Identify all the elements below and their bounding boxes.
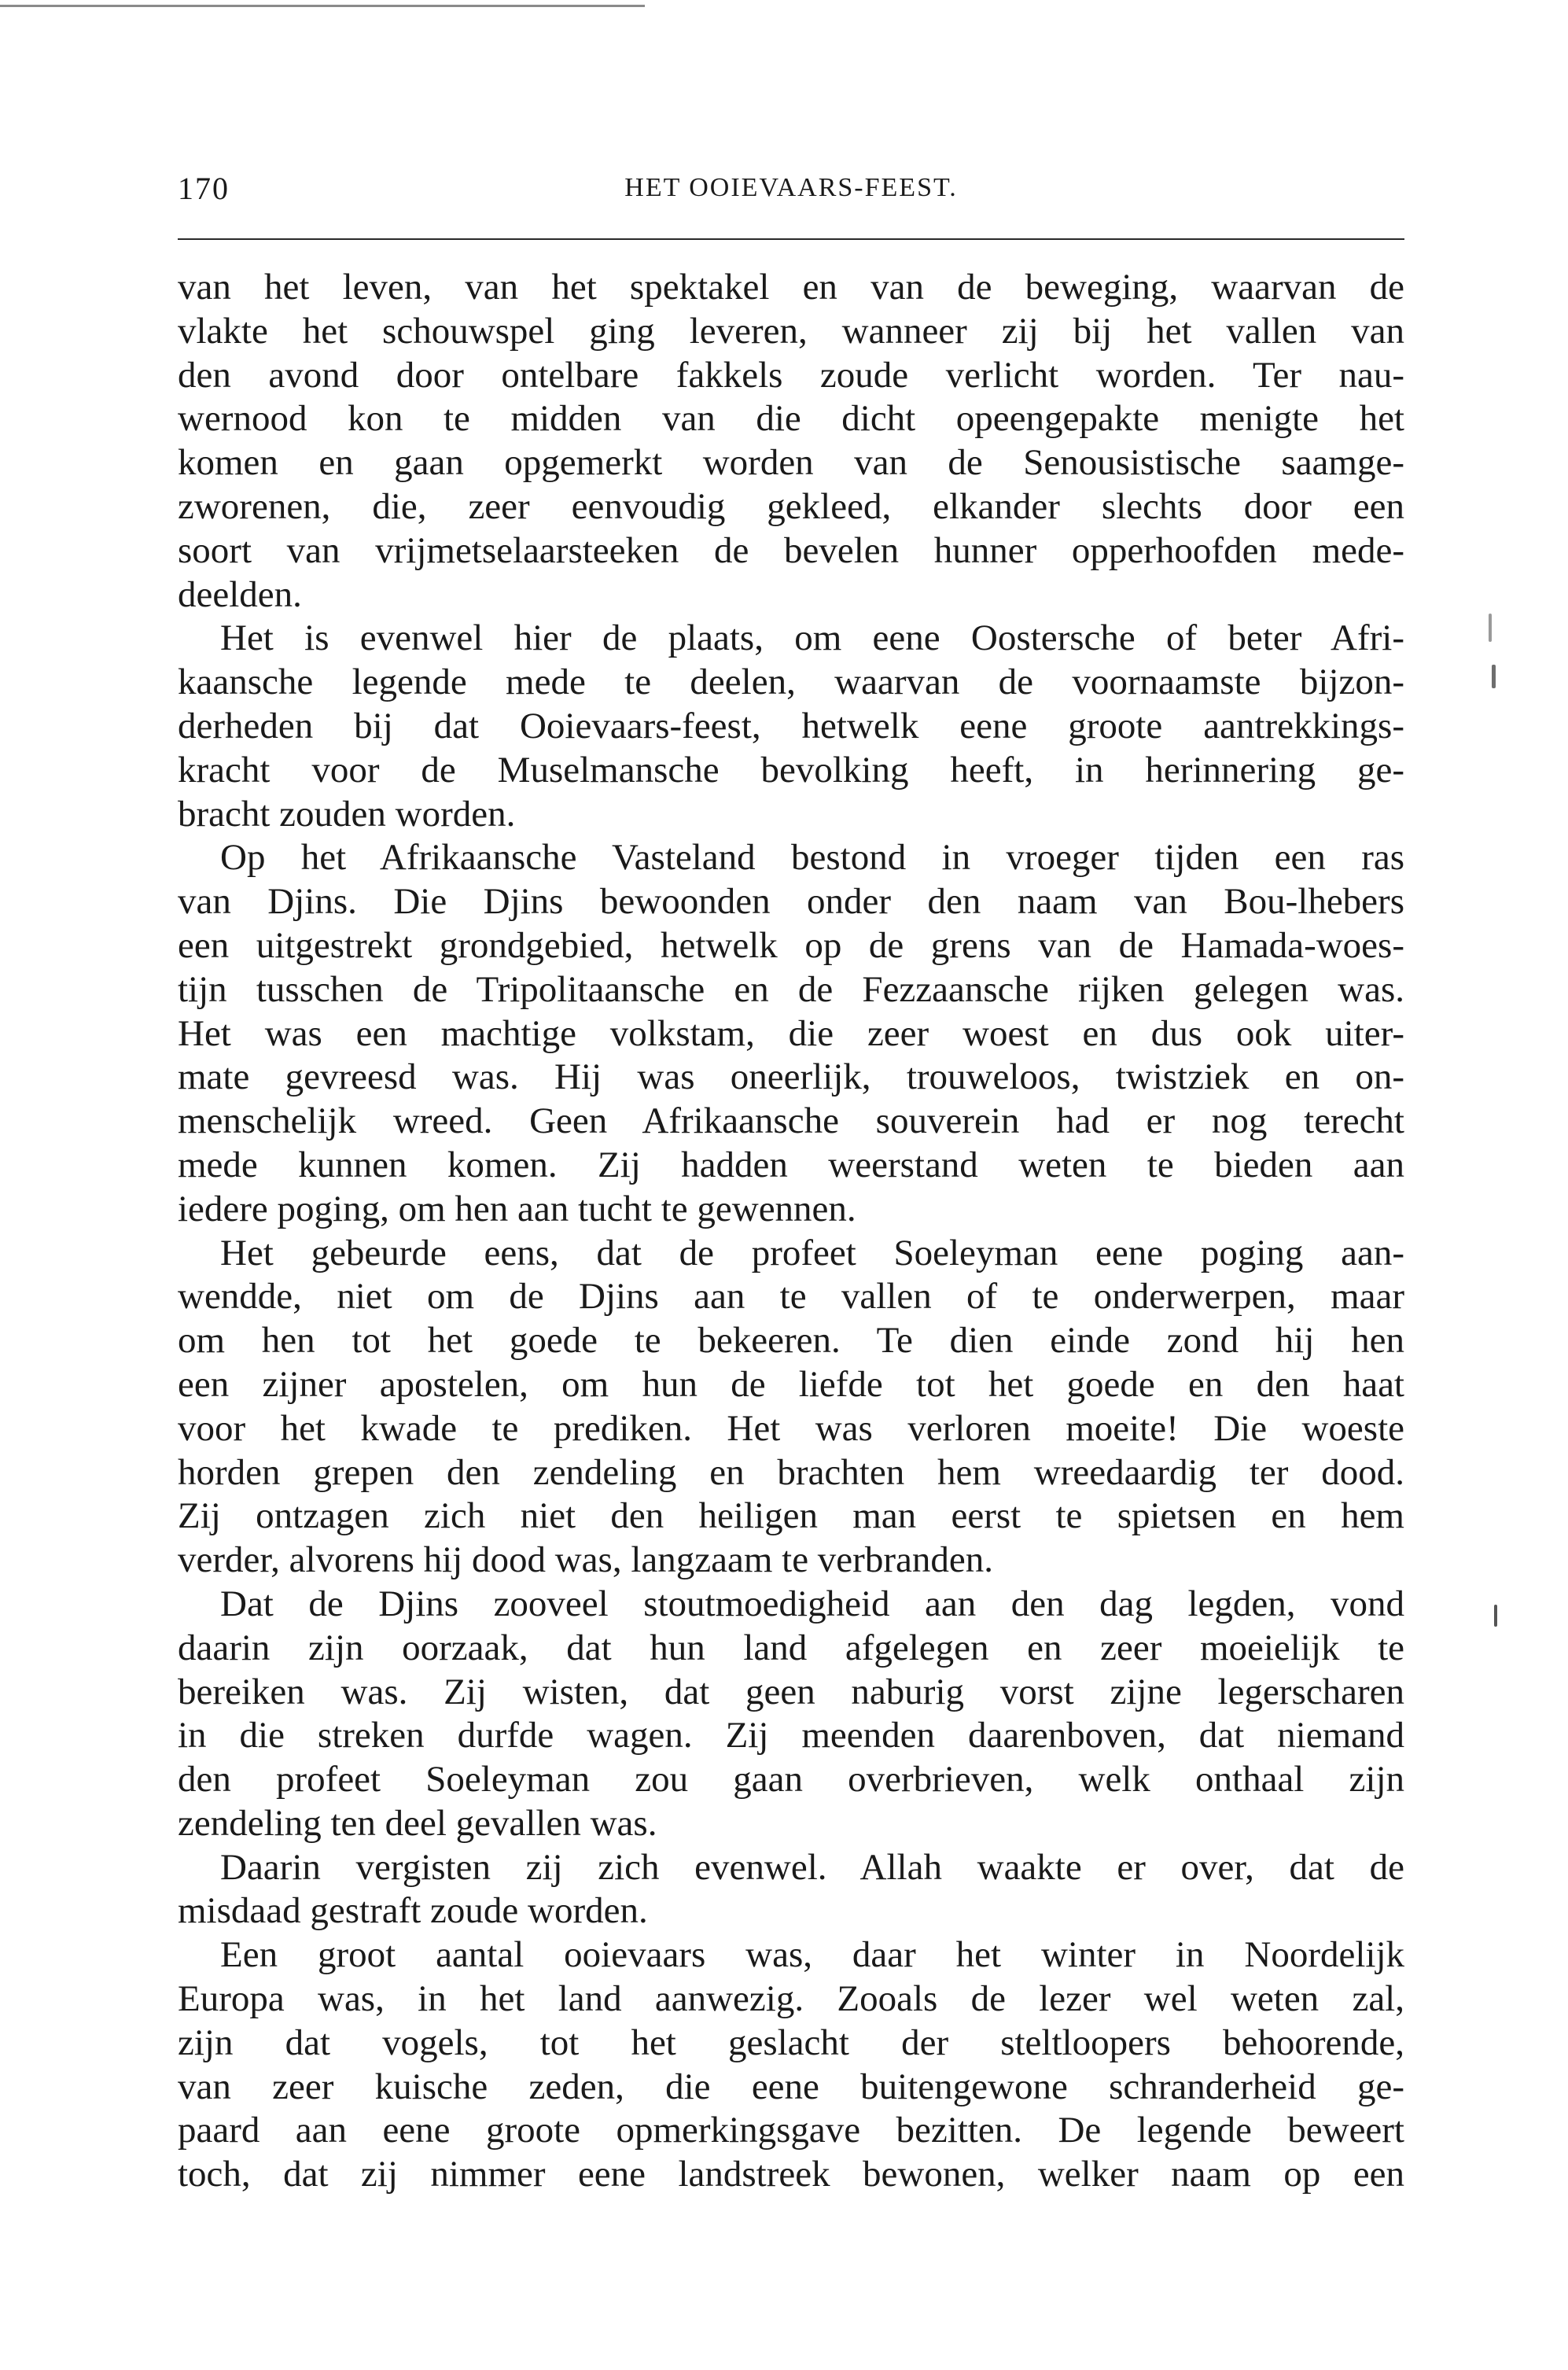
text-line: iedere poging, om hen aan tucht te gewennen. (178, 1188, 856, 1229)
text-line: deelden. (178, 573, 302, 615)
text-line: soort van vrijmetselaarsteeken de bevelen hunner opperhoofden mede- (178, 529, 1404, 571)
text-line: van zeer kuische zeden, die eene buitengewone schranderheid ge- (178, 2066, 1404, 2107)
text-line: van Djins. Die Djins bewoonden onder den naam van Bou-lhebers (178, 881, 1404, 923)
text-line: misdaad gestraft zoude worden. (178, 1890, 648, 1932)
text-line: mate gevreesd was. Hij was oneerlijk, trouweloos, twistziek en on- (178, 1056, 1404, 1098)
text-line: in die streken durfde wagen. Zij meenden daarenboven, dat niemand (178, 1715, 1404, 1756)
scan-speck (1494, 1605, 1497, 1627)
text-line: vlakte het schouwspel ging leveren, wanneer zij bij het vallen van (178, 310, 1404, 352)
text-line: zendeling ten deel gevallen was. (178, 1802, 657, 1844)
text-line: Het is evenwel hier de plaats, om eene Oostersche of beter Afri- (220, 617, 1404, 659)
text-line: Een groot aantal ooievaars was, daar het winter in Noordelijk (220, 1934, 1404, 1976)
page-number: 170 (178, 171, 230, 206)
text-line: menschelijk wreed. Geen Afrikaansche souverein had er nog terecht (178, 1100, 1404, 1142)
text-line: toch, dat zij nimmer eene landstreek bewonen, welker naam op een (178, 2154, 1404, 2195)
text-line: bracht zouden worden. (178, 793, 516, 835)
text-line: kracht voor de Muselmansche bevolking heeft, in herinnering ge- (178, 749, 1404, 791)
text-line: verder, alvorens hij dood was, langzaam te verbranden. (178, 1539, 993, 1581)
text-line: Dat de Djins zooveel stoutmoedigheid aan den dag legden, vond (220, 1583, 1404, 1624)
header-rule (178, 238, 1404, 240)
text-line: Het gebeurde eens, dat de profeet Soeleyman eene poging aan- (220, 1232, 1404, 1273)
running-title: HET OOIEVAARS-FEEST. (624, 173, 958, 202)
text-line: Het was een machtige volkstam, die zeer woest en dus ook uiter- (178, 1012, 1404, 1054)
text-line: Europa was, in het land aanwezig. Zooals de lezer wel weten zal, (178, 1978, 1404, 2020)
text-line: den avond door ontelbare fakkels zoude verlicht worden. Ter nau- (178, 354, 1404, 396)
text-line: paard aan eene groote opmerkingsgave bezitten. De legende beweert (178, 2110, 1404, 2151)
scan-speck (1492, 665, 1496, 688)
running-head (178, 165, 1404, 212)
top-edge-rule (0, 5, 645, 7)
text-line: Daarin vergisten zij zich evenwel. Allah waakte er over, dat de (220, 1846, 1404, 1888)
text-line: derheden bij dat Ooievaars-feest, hetwelk eene groote aantrekkings- (178, 705, 1404, 746)
text-line: kaansche legende mede te deelen, waarvan de voornaamste bijzon- (178, 662, 1404, 703)
text-line: mede kunnen komen. Zij hadden weerstand weten te bieden aan (178, 1144, 1404, 1185)
text-line: tijn tusschen de Tripolitaansche en de Fezzaansche rijken gelegen was. (178, 968, 1404, 1010)
text-line: van het leven, van het spektakel en van de beweging, waarvan de (178, 267, 1404, 308)
text-line: bereiken was. Zij wisten, dat geen naburig vorst zijne legerscharen (178, 1671, 1404, 1712)
text-line: zworenen, die, zeer eenvoudig gekleed, elkander slechts door een (178, 485, 1404, 527)
text-line: zijn dat vogels, tot het geslacht der steltloopers behoorende, (178, 2022, 1404, 2063)
body-text (178, 266, 1404, 2197)
text-line: om hen tot het goede te bekeeren. Te dien einde zond hij hen (178, 1320, 1404, 1362)
text-line: wernood kon te midden van die dicht opeengepakte menigte het (178, 398, 1404, 440)
text-line: wendde, niet om de Djins aan te vallen of te onderwerpen, maar (178, 1276, 1404, 1318)
scan-speck (1489, 614, 1492, 642)
text-line: een uitgestrekt grondgebied, hetwelk op de grens van de Hamada-woes- (178, 924, 1404, 966)
text-line: Zij ontzagen zich niet den heiligen man eerst te spietsen en hem (178, 1495, 1404, 1537)
text-line: komen en gaan opgemerkt worden van de Senousistische saamge- (178, 442, 1404, 484)
text-line: den profeet Soeleyman zou gaan overbrieven, welk onthaal zijn (178, 1759, 1404, 1801)
text-line: een zijner apostelen, om hun de liefde tot het goede en den haat (178, 1363, 1404, 1405)
text-line: daarin zijn oorzaak, dat hun land afgelegen en zeer moeielijk te (178, 1627, 1404, 1668)
text-line: voor het kwade te prediken. Het was verloren moeite! Die woeste (178, 1407, 1404, 1449)
text-line: Op het Afrikaansche Vasteland bestond in vroeger tijden een ras (220, 837, 1404, 879)
text-line: horden grepen den zendeling en brachten hem wreedaardig ter dood. (178, 1451, 1404, 1493)
